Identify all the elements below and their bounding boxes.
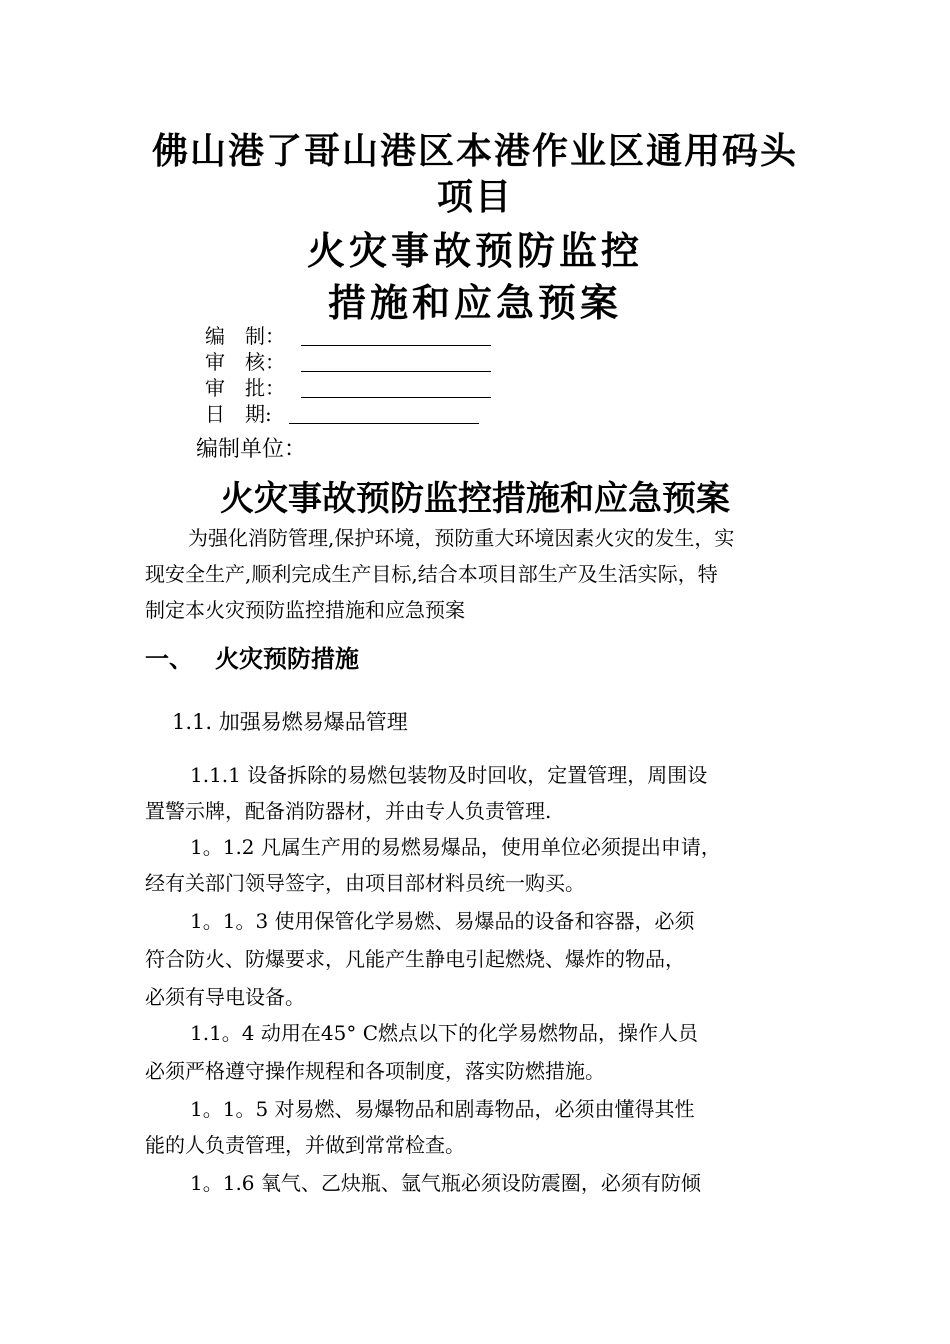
signature-label: 审 批：	[205, 376, 285, 400]
item-line: 1。1。3 使用保管化学易燃、易爆品的设备和容器，必须	[190, 909, 695, 933]
unit-label: 编制单位：	[196, 437, 307, 462]
signature-label: 编 制：	[205, 324, 285, 348]
section-heading	[145, 642, 359, 676]
signature-row-date	[205, 401, 301, 427]
intro-line: 制定本火灾预防监控措施和应急预案	[145, 598, 465, 622]
cover-title-line1: 佛山港了哥山港区本港作业区通用码头	[151, 131, 798, 172]
subsection-heading: 1.1. 加强易燃易爆品管理	[172, 710, 408, 734]
document-title: 火灾事故预防监控措施和应急预案	[220, 479, 730, 519]
cover-title-line4: 措施和应急预案	[327, 281, 622, 325]
signature-row-reviewed	[205, 349, 301, 375]
intro-line: 为强化消防管理,保护环境，预防重大环境因素火灾的发生，实	[188, 526, 735, 550]
cover-title-line2: 项目	[436, 177, 513, 218]
item-line: 1。1。5 对易燃、易爆物品和剧毒物品，必须由懂得其性	[190, 1097, 695, 1121]
item-line: 置警示牌，配备消防器材，并由专人负责管理.	[145, 799, 552, 823]
item-line: 必须有导电设备。	[145, 985, 305, 1009]
item-line: 能的人负责管理，并做到常常检查。	[145, 1133, 465, 1157]
signature-line	[289, 423, 479, 424]
intro-line: 现安全生产,顺利完成生产目标,结合本项目部生产及生活实际，特	[145, 562, 718, 586]
item-line: 经有关部门领导签字，由项目部材料员统一购买。	[145, 871, 585, 895]
signature-row-prepared	[205, 323, 301, 349]
signature-line	[301, 397, 491, 398]
item-line: 符合防火、防爆要求，凡能产生静电引起燃烧、爆炸的物品，	[145, 947, 685, 971]
item-line: 1。1.6 氧气、乙炔瓶、氩气瓶必须设防震圈，必须有防倾	[190, 1171, 701, 1195]
item-line: 必须严格遵守操作规程和各项制度，落实防燃措施。	[145, 1059, 605, 1083]
signature-label: 日 期:	[205, 402, 272, 426]
cover-title-line3: 火灾事故预防监控	[306, 229, 643, 273]
signature-label: 审 核：	[205, 350, 285, 374]
signature-line	[301, 345, 491, 346]
item-line: 1.1。4 动用在45° C燃点以下的化学易燃物品，操作人员	[190, 1021, 698, 1045]
signature-row-approved	[205, 375, 301, 401]
signature-line	[301, 371, 491, 372]
item-line: 1。1.2 凡属生产用的易燃易爆品，使用单位必须提出申请，	[190, 835, 721, 859]
item-line: 1.1.1 设备拆除的易燃包装物及时回收，定置管理，周围设	[190, 763, 708, 787]
section-number: 一、	[145, 645, 193, 673]
section-title: 火灾预防措施	[215, 645, 359, 673]
